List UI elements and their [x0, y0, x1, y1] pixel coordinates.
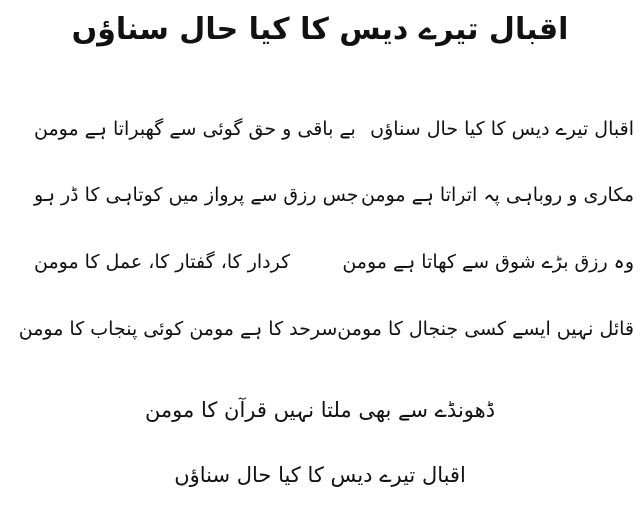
verse-4-second-hemistich: سرحد کا ہے مومن کوئی پنجاب کا مومن — [18, 318, 338, 340]
verse-2-second-hemistich: جس رزق سے پرواز میں کوتاہی کا ڈر ہو — [34, 184, 359, 206]
verse-3-second-hemistich: کردار کا، گفتار کا، عمل کا مومن — [34, 251, 291, 273]
closing-line-1: ڈھونڈے سے بھی ملتا نہیں قرآن کا مومن — [144, 398, 496, 422]
verse-3-first-hemistich: وہ رزق بڑے شوق سے کھاتا ہے مومن — [342, 251, 634, 273]
verse-1-second-hemistich: بے باقی و حق گوئی سے گھبراتا ہے مومن — [34, 118, 356, 140]
couplet-row-2 — [0, 170, 640, 220]
verse-4-first-hemistich: قائل نہیں ایسے کسی جنجال کا مومن — [337, 318, 634, 340]
couplet-row-4 — [0, 304, 640, 354]
couplet-row-1 — [0, 104, 640, 154]
couplet-row-3 — [0, 237, 640, 287]
poem-title: اقبال تیرے دیس کا کیا حال سناؤں — [71, 12, 569, 47]
verse-2-first-hemistich: مکاری و روباہی پہ اتراتا ہے مومن — [360, 184, 634, 206]
verse-1-first-hemistich: اقبال تیرے دیس کا کیا حال سناؤں — [370, 118, 634, 140]
closing-line-2: اقبال تیرے دیس کا کیا حال سناؤں — [174, 463, 466, 487]
